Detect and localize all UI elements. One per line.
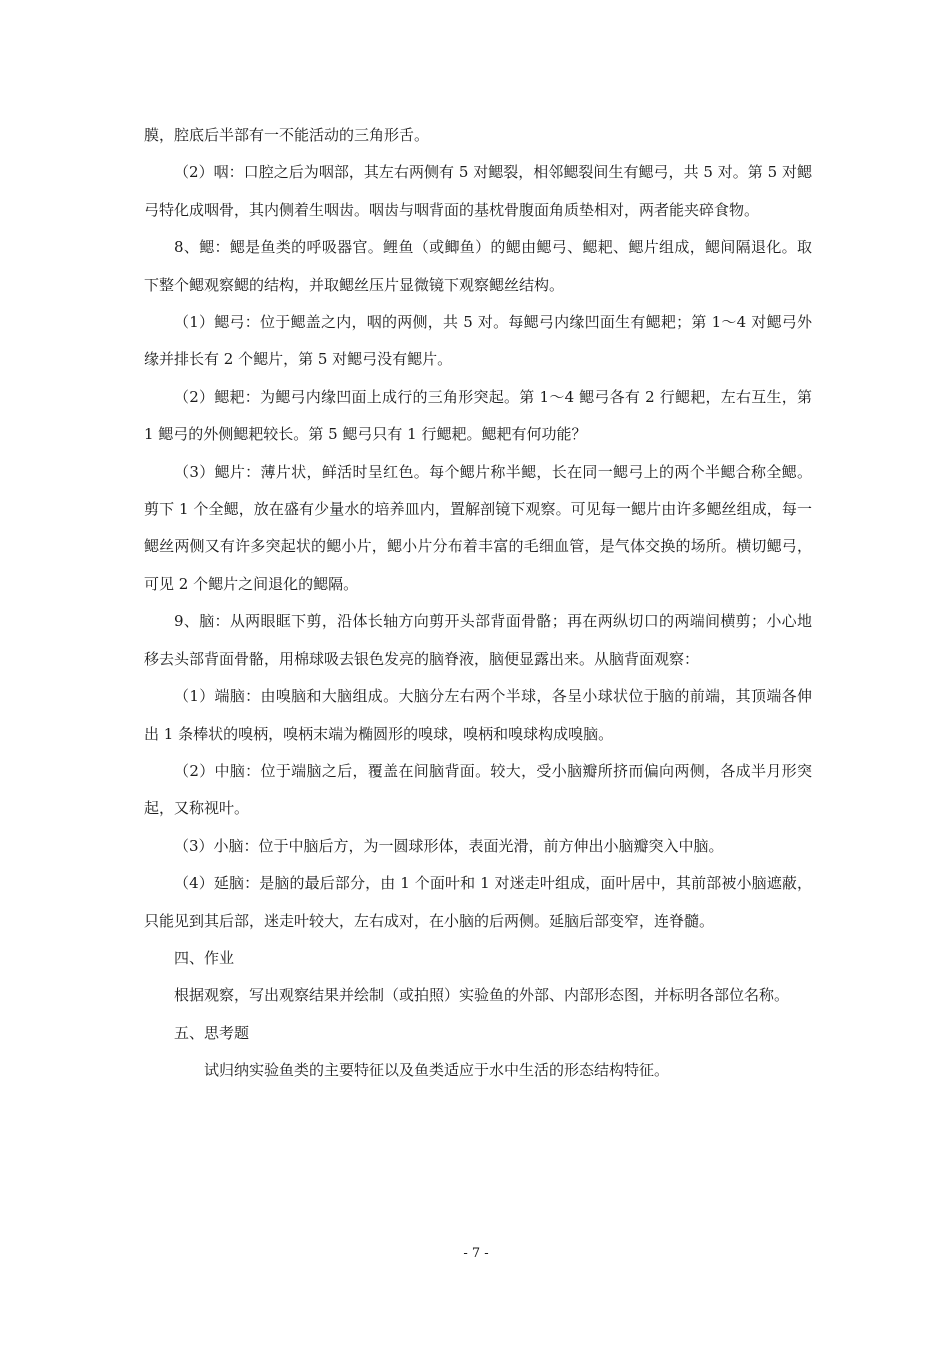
paragraph-tongue-continued: 膜，腔底后半部有一不能活动的三角形舌。 [144,126,430,144]
section-heading-assignment: 四、作业 [174,948,235,967]
paragraph-medulla: （4）延脑：是脑的最后部分，由 1 个面叶和 1 对迷走叶组成，面叶居中，其前部被小脑遮蔽，只能见到其后部，迷走叶较大，左右成对，在小脑的后两侧。延脑后部变窄，连脊髓。 [144,874,812,930]
paragraph-assignment: 根据观察，写出观察结果并绘制（或拍照）实验鱼的外部、内部形态图，并标明各部位名称。 [174,986,790,1005]
paragraph-telencephalon: （1）端脑：由嗅脑和大脑组成。大脑分左右两个半球，各呈小球状位于脑的前端，其顶端各伸出 1 条棒状的嗅柄，嗅柄末端为椭圆形的嗅球，嗅柄和嗅球构成嗅脑。 [144,687,812,743]
paragraph-midbrain: （2）中脑：位于端脑之后，覆盖在间脑背面。较大，受小脑瓣所挤而偏向两侧，各成半月形突起，又称视叶。 [144,761,812,818]
paragraph-pharynx: （2）咽：口腔之后为咽部，其左右两侧有 5 对鳃裂，相邻鳃裂间生有鳃弓，共 5 对。第 5 对鳃弓特化成咽骨，其内侧着生咽齿。咽齿与咽背面的基枕骨腹面角质垫相对，两者能夹碎食物。 [144,163,812,219]
page-number: - 7 - [463,1246,489,1261]
paragraph-gill-lamellae: （3）鳃片：薄片状，鲜活时呈红色。每个鳃片称半鳃，长在同一鳃弓上的两个半鳃合称全鳃。剪下 1 个全鳃，放在盛有少量水的培养皿内，置解剖镜下观察。可见每一鳃片由许多鳃丝组成，每一鳃丝两侧又有许多突起状的鳃小片，鳃小片分布着丰富的毛细血管，是气体交换的场所。横切鳃弓，可见 2 个鳃片之间退化的鳃隔。 [144,462,812,593]
paragraph-question: 试归纳实验鱼类的主要特征以及鱼类适应于水中生活的形态结构特征。 [204,1061,670,1080]
paragraph-cerebellum: （3）小脑：位于中脑后方，为一圆球形体，表面光滑，前方伸出小脑瓣突入中脑。 [174,836,724,855]
section-heading-questions: 五、思考题 [174,1023,250,1042]
paragraph-brain-intro: 9、脑：从两眼眶下剪，沿体长轴方向剪开头部背面骨骼；再在两纵切口的两端间横剪；小心地移去头部背面骨骼，用棉球吸去银色发亮的脑脊液，脑便显露出来。从脑背面观察： [144,612,812,668]
paragraph-gill-rakers: （2）鳃耙：为鳃弓内缘凹面上成行的三角形突起。第 1～4 鳃弓各有 2 行鳃耙，左右互生，第 1 鳃弓的外侧鳃耙较长。第 5 鳃弓只有 1 行鳃耙。鳃耙有何功能？ [144,387,812,444]
body-text [144,117,812,1090]
paragraph-gill-arch: （1）鳃弓：位于鳃盖之内，咽的两侧，共 5 对。每鳃弓内缘凹面生有鳃耙；第 1～4 对鳃弓外缘并排长有 2 个鳃片，第 5 对鳃弓没有鳃片。 [144,313,812,369]
paragraph-gills-intro: 8、鳃：鳃是鱼类的呼吸器官。鲤鱼（或鲫鱼）的鳃由鳃弓、鳃耙、鳃片组成，鳃间隔退化。取下整个鳃观察鳃的结构，并取鳃丝压片显微镜下观察鳃丝结构。 [144,238,812,294]
